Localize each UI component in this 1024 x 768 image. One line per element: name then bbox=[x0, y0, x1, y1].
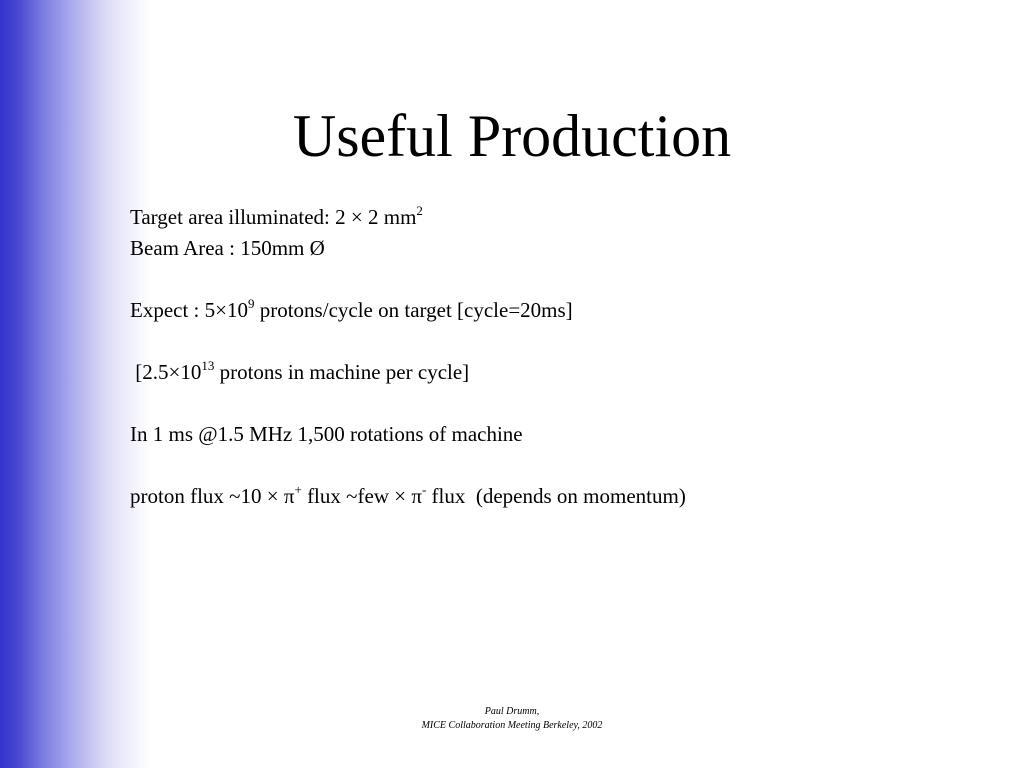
target-area-exponent: 2 bbox=[416, 203, 423, 218]
beam-area-line: Beam Area : 150mm Ø bbox=[130, 236, 325, 260]
pi-minus-superscript: - bbox=[421, 482, 427, 497]
expect-suffix: protons/cycle on target [cycle=20ms] bbox=[254, 298, 573, 322]
target-area-line bbox=[130, 203, 423, 231]
machine-protons-line bbox=[130, 358, 469, 386]
pi-plus-superscript: + bbox=[294, 482, 302, 497]
machine-prefix: [2.5×10 bbox=[130, 360, 202, 384]
flux-middle: flux ~few × π bbox=[301, 484, 422, 508]
flux-line bbox=[130, 482, 686, 510]
expect-prefix: Expect : 5×10 bbox=[130, 298, 248, 322]
expect-line bbox=[130, 296, 573, 324]
footer-author: Paul Drumm, bbox=[484, 706, 540, 717]
flux-prefix: proton flux ~10 × π bbox=[130, 484, 295, 508]
slide-title: Useful Production bbox=[292, 103, 732, 169]
machine-suffix: protons in machine per cycle] bbox=[214, 360, 470, 384]
flux-suffix: flux (depends on momentum) bbox=[426, 484, 686, 508]
slide-footer bbox=[0, 705, 1024, 733]
rotations-line: In 1 ms @1.5 MHz 1,500 rotations of machine bbox=[130, 422, 523, 446]
machine-exponent: 13 bbox=[201, 358, 215, 373]
target-area-text: Target area illuminated: 2 × 2 mm bbox=[130, 205, 417, 229]
footer-meeting: MICE Collaboration Meeting Berkeley, 2002 bbox=[421, 720, 603, 731]
expect-exponent: 9 bbox=[247, 296, 255, 311]
